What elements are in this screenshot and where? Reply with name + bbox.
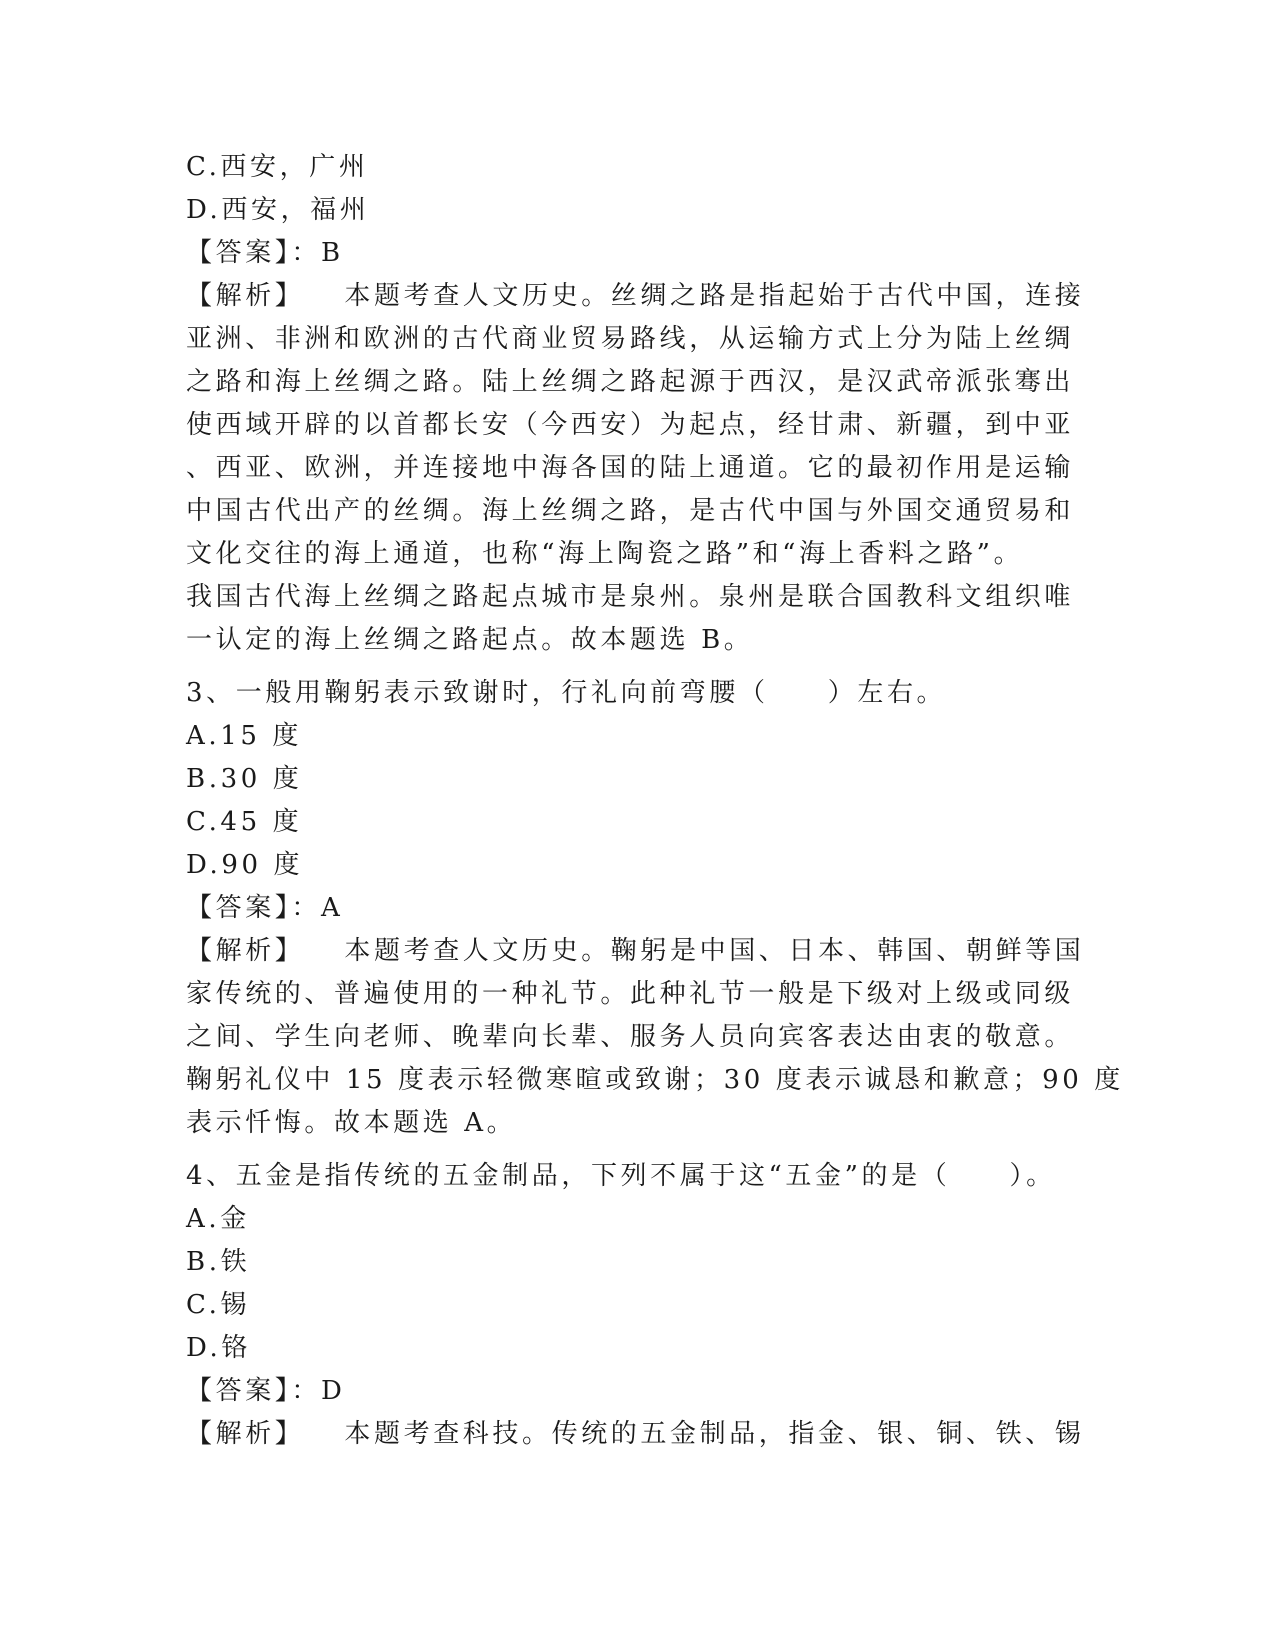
answer-line: 【答案】：B: [186, 238, 344, 268]
option-d: D.铬: [186, 1333, 251, 1363]
option-c: C.锡: [186, 1290, 251, 1320]
analysis-label: 【解析】: [186, 281, 305, 311]
question-text: 3、一般用鞠躬表示致谢时，行礼向前弯腰（ ）左右。: [186, 678, 947, 708]
analysis-label: 【解析】: [186, 936, 305, 966]
question-4-block: [186, 1155, 1085, 1456]
option-c: C.西安，广州: [186, 152, 369, 182]
analysis-line: 我国古代海上丝绸之路起点城市是泉州。泉州是联合国教科文组织唯: [186, 582, 1075, 612]
option-d: D.西安，福州: [186, 195, 370, 225]
option-d: D.90 度: [186, 850, 304, 880]
analysis-line: 家传统的、普遍使用的一种礼节。此种礼节一般是下级对上级或同级: [186, 979, 1075, 1009]
option-b: B.30 度: [186, 764, 303, 794]
analysis-line: 表示忏悔。故本题选 A。: [186, 1108, 517, 1138]
analysis-line: 之路和海上丝绸之路。陆上丝绸之路起源于西汉，是汉武帝派张骞出: [186, 367, 1075, 397]
option-a: A.15 度: [186, 721, 302, 751]
option-c: C.45 度: [186, 807, 303, 837]
question-text: 4、五金是指传统的五金制品，下列不属于这“五金”的是（ ）。: [186, 1161, 1056, 1191]
document-page: [186, 146, 1124, 1456]
analysis-line: 之间、学生向老师、晚辈向长辈、服务人员向宾客表达由衷的敬意。: [186, 1022, 1075, 1052]
analysis-line: 本题考查科技。传统的五金制品，指金、银、铜、铁、锡: [344, 1419, 1085, 1449]
analysis-line: 亚洲、非洲和欧洲的古代商业贸易路线，从运输方式上分为陆上丝绸: [186, 324, 1075, 354]
analysis-line: 、西亚、欧洲，并连接地中海各国的陆上通道。它的最初作用是运输: [186, 453, 1075, 483]
option-a: A.金: [186, 1204, 250, 1234]
analysis-paragraph: [186, 1413, 1085, 1456]
question-2-block: [186, 146, 1085, 662]
answer-line: 【答案】：D: [186, 1376, 346, 1406]
option-b: B.铁: [186, 1247, 251, 1277]
analysis-line: 使西域开辟的以首都长安（今西安）为起点，经甘肃、新疆，到中亚: [186, 410, 1075, 440]
analysis-line: 中国古代出产的丝绸。海上丝绸之路，是古代中国与外国交通贸易和: [186, 496, 1075, 526]
analysis-line: 文化交往的海上通道，也称“海上陶瓷之路”和“海上香料之路”。: [186, 539, 1024, 569]
analysis-label: 【解析】: [186, 1419, 305, 1449]
analysis-paragraph: [186, 275, 1085, 662]
analysis-line: 鞠躬礼仪中 15 度表示轻微寒暄或致谢；30 度表示诚恳和歉意；90 度: [186, 1065, 1124, 1095]
analysis-line: 本题考查人文历史。鞠躬是中国、日本、韩国、朝鲜等国: [344, 936, 1085, 966]
question-3-block: [186, 672, 1124, 1145]
answer-line: 【答案】：A: [186, 893, 344, 923]
analysis-line: 一认定的海上丝绸之路起点。故本题选 B。: [186, 625, 754, 655]
analysis-paragraph: [186, 930, 1124, 1145]
analysis-line: 本题考查人文历史。丝绸之路是指起始于古代中国，连接: [344, 281, 1085, 311]
